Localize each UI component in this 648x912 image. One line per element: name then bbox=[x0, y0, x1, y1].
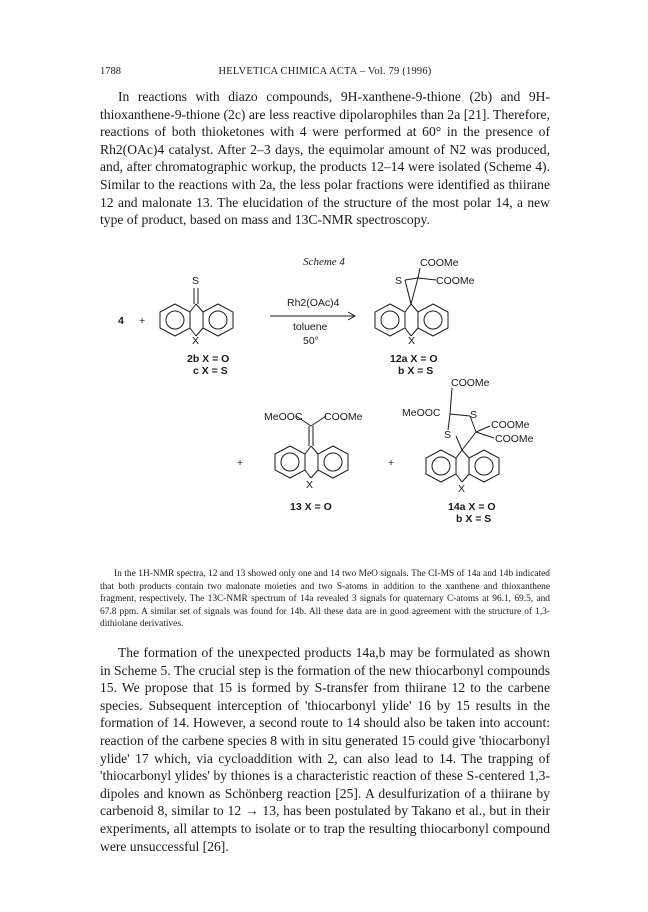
dithiolane-structure bbox=[426, 388, 499, 482]
scheme-footnote bbox=[100, 568, 550, 631]
dithiolane-ester-top: COOMe bbox=[451, 377, 490, 389]
plus-sign-2: + bbox=[237, 457, 244, 469]
reagent-4-label: 4 bbox=[118, 315, 124, 327]
label-14b: b X = S bbox=[456, 513, 492, 525]
paragraph-text: The formation of the unexpected products 14a,b may be formulated as shown in Scheme 5. The crucial step is the formation of the new thiocarbonyl compounds 15. We propose that 15 is formed by S-transfer from thiirane 12 to the carbene species. Subsequent interception of 'thiocarbonyl ylide' 16 by 15 results in the formation of 14. However, a second route to 14 should also be taken into account: reaction of the carbene species 8 with in situ generated 15 could give 'thiocarbonyl ylide' 17 which, via cycloaddition with 2, can also lead to 14. The trapping of 'thiocarbonyl ylides' by thiones is a characteristic reaction of these S-centered 1,3-dipoles and known as Schönberg reaction [25]. A desulfurization of a thiirane by carbenoid 8, similar to 12 → 13, has been postulated by Takano et al., but in their experiments, all attempts to isolate or to trap the resulting thiocarbonyl compound were unsuccessful [26]. bbox=[100, 645, 550, 854]
thione-structure bbox=[160, 288, 233, 336]
malonate-x-atom: X bbox=[306, 479, 314, 491]
malonate-ester-left: MeOOC bbox=[264, 411, 303, 423]
label-2b: 2b X = O bbox=[187, 353, 230, 365]
dithiolane-ester-left: MeOOC bbox=[402, 407, 441, 419]
label-14a: 14a X = O bbox=[448, 501, 496, 513]
label-13: 13 X = O bbox=[290, 501, 332, 513]
scheme-title: Scheme 4 bbox=[303, 256, 345, 268]
temperature-label: 50° bbox=[303, 335, 319, 347]
malonate-structure bbox=[275, 416, 348, 478]
label-12a: 12a X = O bbox=[390, 353, 438, 365]
label-2c: c X = S bbox=[193, 365, 228, 377]
dithiolane-ester-right1: COOMe bbox=[491, 419, 530, 431]
ester-label-top: COOMe bbox=[420, 257, 459, 269]
ester-label-side: COOMe bbox=[436, 275, 475, 287]
label-12b: b X = S bbox=[398, 365, 434, 377]
thione-sulfur: S bbox=[192, 275, 200, 287]
malonate-ester-right: COOMe bbox=[324, 411, 363, 423]
plus-sign: + bbox=[139, 315, 146, 327]
paragraph-intro bbox=[100, 88, 550, 229]
plus-sign-3: + bbox=[388, 457, 395, 469]
catalyst-label: Rh2(OAc)4 bbox=[287, 297, 340, 309]
dithiolane-sulfur-top: S bbox=[470, 409, 478, 421]
thiirane-sulfur: S bbox=[395, 275, 403, 287]
paragraph-text: In reactions with diazo compounds, 9H-xanthene-9-thione (2b) and 9H-thioxanthene-9-thione (2c) are less reactive dipolarophiles than 2a [21]. Therefore, reactions of both thioketones with 4 were performed at 60° in the presence of Rh2(OAc)4 catalyst. After 2–3 days, the equimolar amount of N2 was produced, and, after chromatographic workup, the products 12–14 were isolated (Scheme 4). Similar to the reactions with 2a, the less polar fractions were identified as thiirane 12 and malonate 13. The elucidation of the structure of the most polar 14, a new type of product, based on mass and 13C-NMR spectroscopy. bbox=[100, 89, 550, 228]
dithiolane-ester-right2: COOMe bbox=[495, 433, 534, 445]
thione-x-atom: X bbox=[192, 335, 200, 347]
footnote-text: In the 1H-NMR spectra, 12 and 13 showed only one and 14 two MeO signals. The CI-MS of 14a and 14b indicated that both products contain two malonate moieties and two S-atoms in addition to the xanthene and thioxanthene fragment, respectively. The 13C-NMR spectrum of 14a revealed 3 signals for quaternary C-atoms at 96.1, 69.5, and 67.8 ppm. A similar set of signals was found for 14b. All these data are in good agreement with the structure of 1,3-dithiolane derivatives. bbox=[100, 569, 550, 630]
dithiolane-x-atom: X bbox=[458, 483, 466, 495]
paragraph-mechanism bbox=[100, 644, 550, 855]
thiirane-x-atom: X bbox=[408, 335, 416, 347]
dithiolane-sulfur-bottom: S bbox=[444, 429, 452, 441]
journal-title: HELVETICA CHIMICA ACTA – Vol. 79 (1996) bbox=[218, 66, 432, 77]
page-number: 1788 bbox=[100, 66, 121, 77]
solvent-label: toluene bbox=[293, 321, 328, 333]
